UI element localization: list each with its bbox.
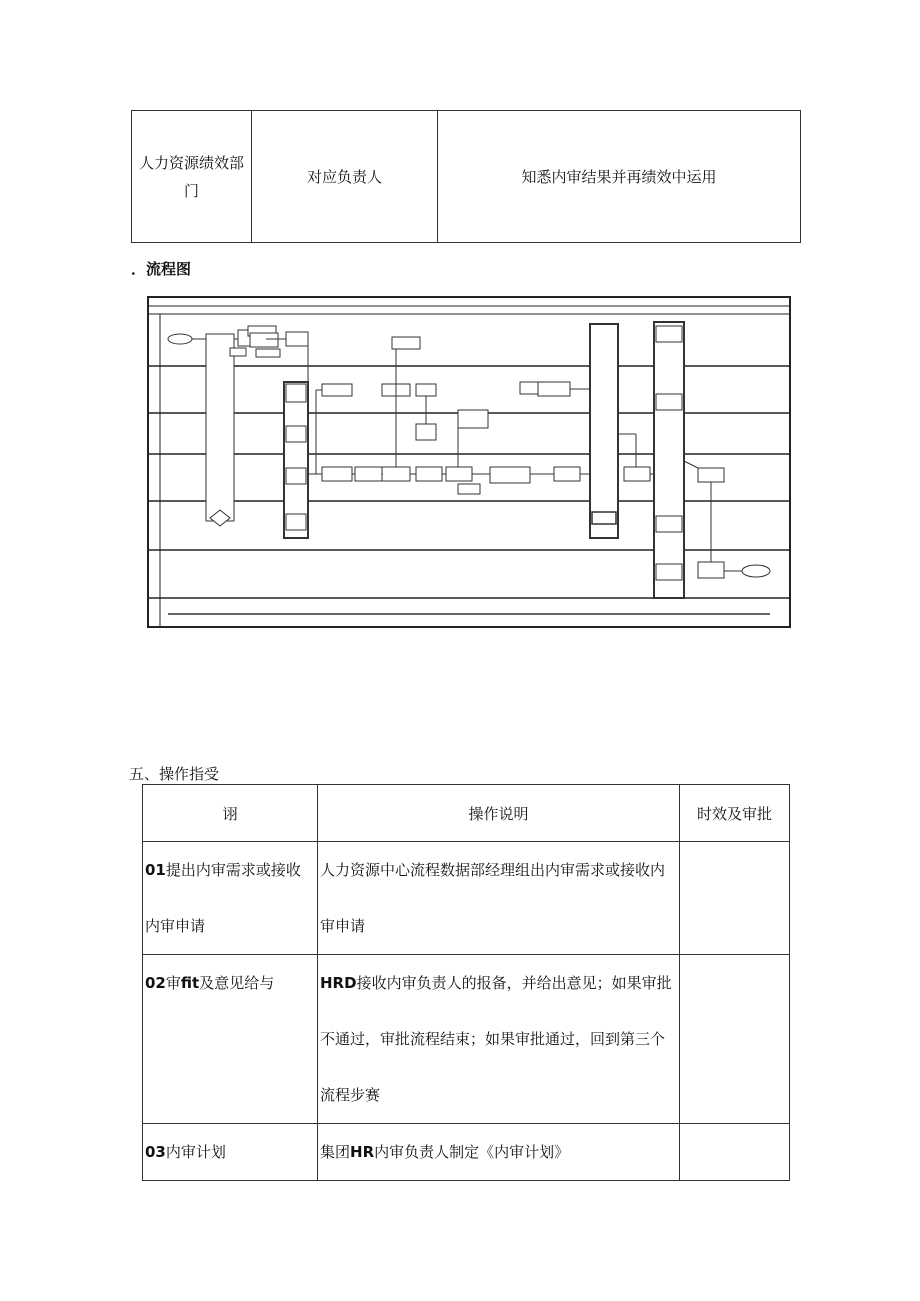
operation-guide-table [142, 784, 790, 1181]
duty-cell: 知悉内审结果并再绩效中运用 [438, 111, 801, 243]
flowchart-heading: ．流程图 [131, 260, 192, 278]
step-name-cell: 02审fit及意见给与 [143, 955, 318, 1124]
header-step: 诩 [143, 785, 318, 842]
step-desc-cell: HRD接收内审负责人的报备，并给出意见；如果审批不通过，审批流程结束；如果审批通过，回到第三个流程步赛 [318, 955, 680, 1124]
step-name-cell: 03内审计划 [143, 1124, 318, 1181]
step-time-cell [680, 1124, 790, 1181]
section-heading: 五、操作指受 [129, 765, 220, 783]
step-name-cell: 01提出内审需求或接收内审申请 [143, 842, 318, 955]
step-desc-cell: 集团HR内审负责人制定《内审计划》 [318, 1124, 680, 1181]
step-desc-cell: 人力资源中心流程数据部经理组出内审需求或接收内审申请 [318, 842, 680, 955]
header-description: 操作说明 [318, 785, 680, 842]
table-row [143, 1124, 790, 1181]
step-time-cell [680, 955, 790, 1124]
flowchart-diagram [146, 296, 792, 630]
table-row [143, 842, 790, 955]
dept-cell: 人力资源绩效部门 [132, 111, 252, 243]
step-time-cell [680, 842, 790, 955]
role-cell: 对应负责人 [252, 111, 438, 243]
header-time-approval: 时效及审批 [680, 785, 790, 842]
responsibility-table [131, 110, 801, 243]
table-row [143, 955, 790, 1124]
